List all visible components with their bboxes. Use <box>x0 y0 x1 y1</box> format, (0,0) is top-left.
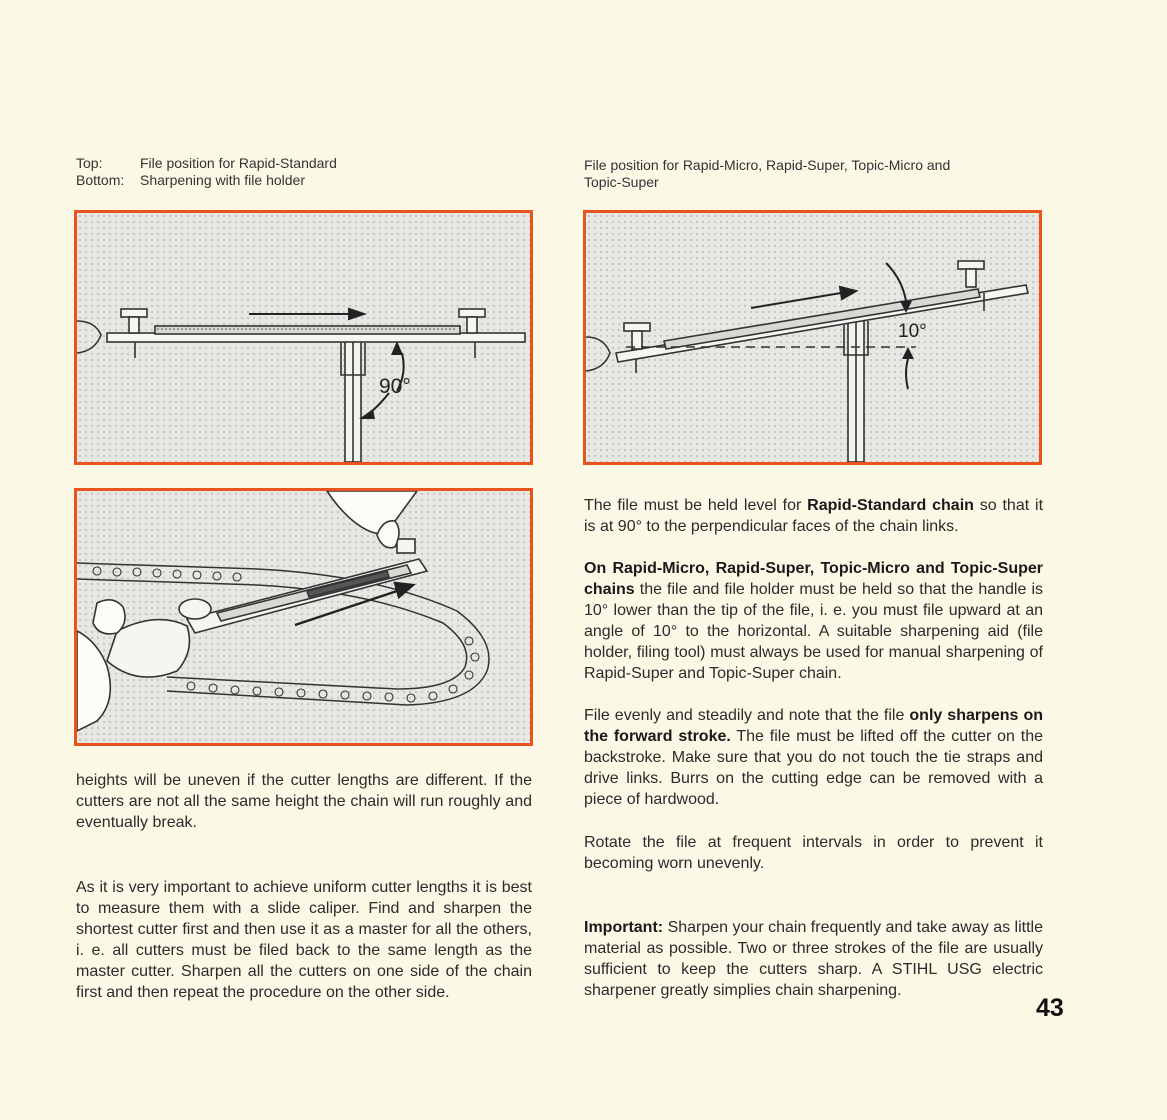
caption-right-line1: File position for Rapid-Micro, Rapid-Super, Topic-Micro and <box>584 157 951 173</box>
left-paragraph-2: As it is very important to achieve uniform cutter lengths it is best to measure them with a slide caliper. Find and sharpen the shortest cutter first and then use it as a master for all the others, i. e. all cutters must be filed back to the same length as the master cutter. Sharpen all the cutters on one side of the chain first and then repeat the procedure on the other side. <box>76 879 532 1001</box>
p2-text: the file and file holder must be held so that the handle is 10° lower than the tip of the file, i. e. you must file upward at an angle of 10° to the horizontal. A suitable sharpening aid (file holder, filing tool) must always be used for manual sharpening of Rapid-Super and Topic-Super chain. <box>584 581 1043 682</box>
page-number: 43 <box>1036 994 1064 1022</box>
p1-bold: Rapid-Standard chain <box>807 497 974 514</box>
right-figure-caption <box>584 157 950 191</box>
file-angle-illustration <box>586 213 1039 462</box>
figure-file-position-rapid-micro-super <box>583 210 1042 465</box>
left-paragraph-1: heights will be uneven if the cutter lengths are different. If the cutters are not all the same height the chain will run roughly and eventually break. <box>76 772 532 831</box>
p5-text: Sharpen your chain frequently and take away as little material as possible. Two or three strokes of the file are usually sufficient to keep the cutters sharp. A STIHL USG electric sharpener greatly simplies chain sharpening. <box>584 919 1043 999</box>
caption-right-line2: Topic-Super <box>584 174 659 190</box>
caption-bottom-label: Bottom: <box>76 172 125 188</box>
angle-label-10: 10° <box>898 321 927 342</box>
p2-bold: On Rapid-Micro, Rapid-Super, Topic-Micro and Topic-Super chains <box>584 560 1043 598</box>
figure-sharpening-with-file-holder <box>74 488 533 746</box>
figure-file-position-rapid-standard <box>74 210 533 465</box>
p3-text-c: The file must be lifted off the cutter on the backstroke. Make sure that you do not touch the tie straps and drive links. Burrs on the cutting edge can be removed with a piece of hardwood. <box>584 728 1044 808</box>
angle-label-90: 90° <box>379 375 411 398</box>
right-paragraph-4: Rotate the file at frequent intervals in order to prevent it becoming worn unevenly. <box>584 834 1043 872</box>
caption-bottom-text: Sharpening with file holder <box>140 172 305 188</box>
right-paragraph-5 <box>584 917 1043 1001</box>
right-paragraph-1 <box>584 495 1043 537</box>
p1-text-a: The file must be held level for <box>584 497 808 514</box>
caption-top-text: File position for Rapid-Standard <box>140 155 337 171</box>
file-level-illustration <box>77 213 530 462</box>
p3-text-a: File evenly and steadily and note that the file <box>584 707 910 724</box>
p3-bold: only sharpens on the forward stroke. <box>584 707 1044 745</box>
file-holder-illustration <box>77 491 530 743</box>
p1-text-c: so that it is at 90° to the perpendicular faces of the chain links. <box>584 497 1044 535</box>
left-figure-caption <box>76 155 337 189</box>
caption-top-label: Top: <box>76 155 103 171</box>
right-paragraph-2 <box>584 558 1043 684</box>
p5-bold: Important: <box>584 919 664 936</box>
right-paragraph-3 <box>584 705 1043 810</box>
